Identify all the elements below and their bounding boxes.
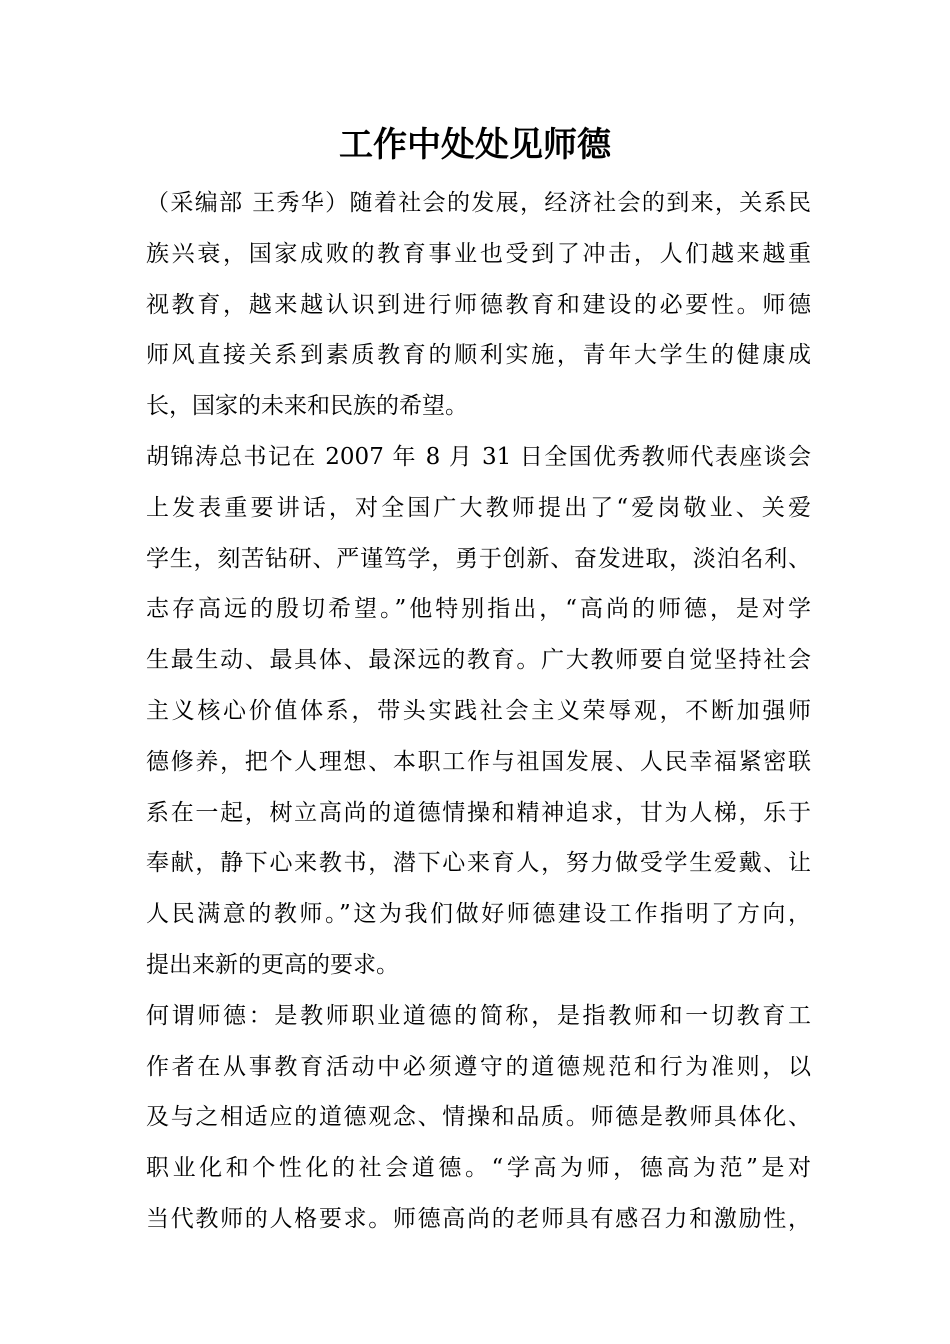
paragraph-intro [146,178,811,432]
text-line: 胡锦涛总书记在 2007 年 8 月 31 日全国优秀教师代表座谈会 [146,443,811,470]
text-line: 族兴衰，国家成败的教育事业也受到了冲击，人们越来越重 [146,240,811,267]
text-line: 师风直接关系到素质教育的顺利实施，青年大学生的健康成 [146,342,811,369]
document-body [146,178,811,1245]
text-line: 提出来新的更高的要求。 [146,951,399,978]
text-line: 上发表重要讲话，对全国广大教师提出了“爱岗敬业、关爱 [146,494,811,521]
text-line: 人民满意的教师。”这为我们做好师德建设工作指明了方向， [146,901,811,928]
text-line: 生最生动、最具体、最深远的教育。广大教师要自觉坚持社会 [146,647,811,674]
text-line: （采编部 王秀华）随着社会的发展，经济社会的到来，关系民 [146,190,811,216]
text-line: 德修养，把个人理想、本职工作与祖国发展、人民幸福紧密联 [146,748,811,775]
text-line: 作者在从事教育活动中必须遵守的道德规范和行为准则，以 [146,1053,811,1080]
text-line: 奉献，静下心来教书，潜下心来育人，努力做受学生爱戴、让 [146,850,811,877]
text-line: 及与之相适应的道德观念、情操和品质。师德是教师具体化、 [146,1104,811,1131]
text-line: 当代教师的人格要求。师德高尚的老师具有感召力和激励性， [146,1205,811,1232]
text-line: 何谓师德：是教师职业道德的简称，是指教师和一切教育工 [146,1002,811,1029]
paragraph-speech [146,432,811,991]
text-line: 主义核心价值体系，带头实践社会主义荣辱观，不断加强师 [146,697,811,724]
text-line: 学生，刻苦钻研、严谨笃学，勇于创新、奋发进取，淡泊名利、 [146,545,811,572]
text-line: 视教育，越来越认识到进行师德教育和建设的必要性。师德 [146,291,811,318]
document-title: 工作中处处见师德 [339,125,611,165]
paragraph-definition [146,991,811,1245]
text-line: 系在一起，树立高尚的道德情操和精神追求，甘为人梯，乐于 [146,799,811,826]
text-line: 志存高远的殷切希望。”他特别指出，“高尚的师德，是对学 [146,596,811,623]
text-line: 职业化和个性化的社会道德。“学高为师，德高为范”是对 [146,1155,811,1182]
text-line: 长，国家的未来和民族的希望。 [146,393,468,420]
